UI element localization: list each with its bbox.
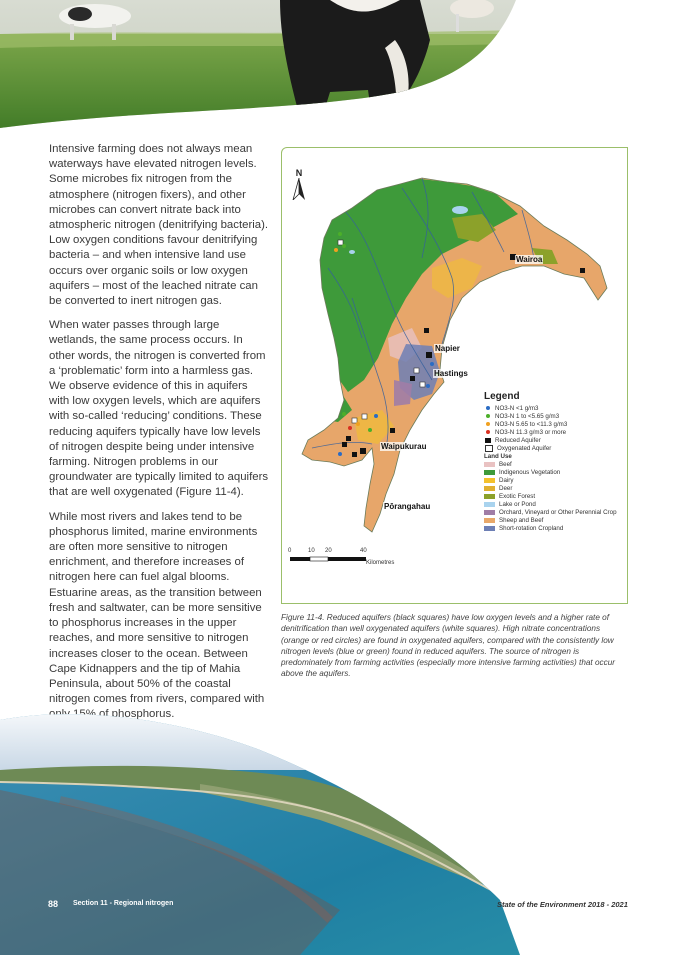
legend-item-land-use	[484, 508, 626, 516]
legend-item-land-use	[484, 484, 626, 492]
map-legend	[484, 391, 626, 532]
legend-item-land-use	[484, 468, 626, 476]
body-text-column	[49, 142, 269, 732]
legend-swatch	[484, 486, 495, 491]
figure-11-4-map	[281, 147, 628, 604]
legend-item-land-use	[484, 460, 626, 468]
legend-item-aquifer	[484, 444, 626, 452]
legend-swatch	[486, 414, 490, 418]
legend-label: Reduced Aquifer	[495, 436, 541, 444]
legend-swatch	[484, 470, 495, 475]
legend-swatch	[484, 518, 495, 523]
coastal-aerial-photo	[0, 700, 675, 955]
scale-unit: Kilometres	[366, 560, 395, 566]
legend-label: Exotic Forest	[499, 492, 536, 500]
legend-label: Lake or Pond	[499, 500, 536, 508]
section-title: Section 11 - Regional nitrogen	[73, 900, 174, 907]
scale-tick-label: 0	[288, 548, 292, 554]
legend-item-nitrate	[484, 420, 626, 428]
hero-photo-cows	[0, 0, 675, 130]
legend-item-land-use	[484, 516, 626, 524]
legend-label: Oxygenated Aquifer	[497, 444, 552, 452]
place-label-wairoa: Wairoa	[516, 255, 543, 264]
north-arrow-icon	[292, 178, 306, 200]
north-arrow	[292, 168, 306, 202]
scale-tick-label: 10	[308, 548, 315, 554]
legend-item-aquifer	[484, 436, 626, 444]
legend-swatch	[486, 422, 490, 426]
legend-swatch	[485, 445, 493, 452]
place-label-waipukurau: Waipukurau	[381, 442, 427, 451]
place-label-porangahau: Pōrangahau	[384, 502, 431, 511]
paragraph-marine: While most rivers and lakes tend to be phosphorus limited, marine environments are often more sensitive to nitrogen enrichment, and therefore increases of nitrogen here can fuel algal blooms. Estuarine areas, as the transition between fresh and saltwater, can be more sensitive to phosphorus increases in the upper reaches, and more sensitive to nitrogen increases closer to the ocean. Between Cape Kidnappers and the tip of Mahia Peninsula, about 50% of the coastal nitrogen comes from rivers, compared with only 15% of phosphorus.	[49, 510, 265, 721]
page-number: 88	[48, 899, 59, 909]
legend-label: NO3-N 1 to <5.65 g/m3	[495, 412, 560, 420]
legend-swatch	[484, 462, 495, 467]
legend-label: Beef	[499, 460, 512, 468]
legend-label: NO3-N 11.3 g/m3 or more	[495, 428, 567, 436]
legend-item-land-use	[484, 524, 626, 532]
legend-item-land-use	[484, 492, 626, 500]
scale-tick-label: 40	[360, 548, 367, 554]
legend-label: NO3-N 5.65 to <11.3 g/m3	[495, 420, 568, 428]
legend-swatch	[484, 478, 495, 483]
legend-swatch	[486, 430, 490, 434]
legend-swatch	[484, 502, 495, 507]
legend-label: Sheep and Beef	[499, 516, 544, 524]
scale-bar	[288, 548, 408, 572]
legend-swatch	[486, 406, 490, 410]
scale-bar-graphic	[290, 556, 370, 562]
legend-title: Legend	[484, 391, 520, 402]
legend-land-use-title: Land Use	[484, 453, 512, 460]
report-title: State of the Environment 2018 - 2021	[497, 900, 628, 909]
paragraph-denitrification: Intensive farming does not always mean waterways have elevated nitrogen levels. Some microbes fix nitrogen from the atmosphere (nitrogen fixers), and other microbes can convert nitrate back into atmospheric nitrogen (denitrifying bacteria). Low oxygen conditions favour denitrifying bacteria – and when intensive land use occurs over organic soils or low oxygen aquifers – most of the leached nitrate can be converted to inert nitrogen gas.	[49, 143, 269, 308]
legend-item-nitrate	[484, 404, 626, 412]
legend-label: Indigenous Vegetation	[499, 468, 561, 476]
legend-label: Short-rotation Cropland	[499, 524, 564, 532]
place-label-napier: Napier	[435, 344, 460, 353]
legend-label: Dairy	[499, 476, 514, 484]
legend-swatch	[484, 510, 495, 515]
north-label: N	[295, 168, 303, 178]
legend-item-land-use	[484, 476, 626, 484]
legend-item-nitrate	[484, 412, 626, 420]
legend-label: Orchard, Vineyard or Other Perennial Crop	[499, 508, 617, 516]
place-label-hastings: Hastings	[434, 369, 468, 378]
legend-swatch	[484, 494, 495, 499]
legend-swatch	[485, 438, 491, 443]
legend-swatch	[484, 526, 495, 531]
legend-item-nitrate	[484, 428, 626, 436]
legend-item-land-use	[484, 500, 626, 508]
figure-caption: Figure 11-4. Reduced aquifers (black squares) have low oxygen levels and a higher rate of denitrification than well oxygenated aquifers (white squares). High nitrate concentrations (orange or red circles) are found in oxygenated aquifers, compared with the consistently low nitrogen levels (blue or green) found in reduced aquifers. The source of nitrogen is predominately from farming activities (especially more intensive farming activities) that occur above the aquifers.	[281, 613, 615, 679]
legend-label: Deer	[499, 484, 513, 492]
paragraph-wetlands: When water passes through large wetlands, the same process occurs. In other words, the nitrogen is converted from a ‘problematic’ form into a harmless gas. We observe evidence of this in aquifers with low oxygen levels, which are aquifers with so-called ‘reducing’ conditions. These reducing aquifers typically have low levels of nitrogen despite being under intensive farming. Nitrogen problems in our groundwater are typically limited to aquifers that are well oxygenated (Figure 11-4).	[49, 319, 269, 499]
scale-tick-label: 20	[325, 548, 332, 554]
legend-label: NO3-N <1 g/m3	[495, 404, 539, 412]
